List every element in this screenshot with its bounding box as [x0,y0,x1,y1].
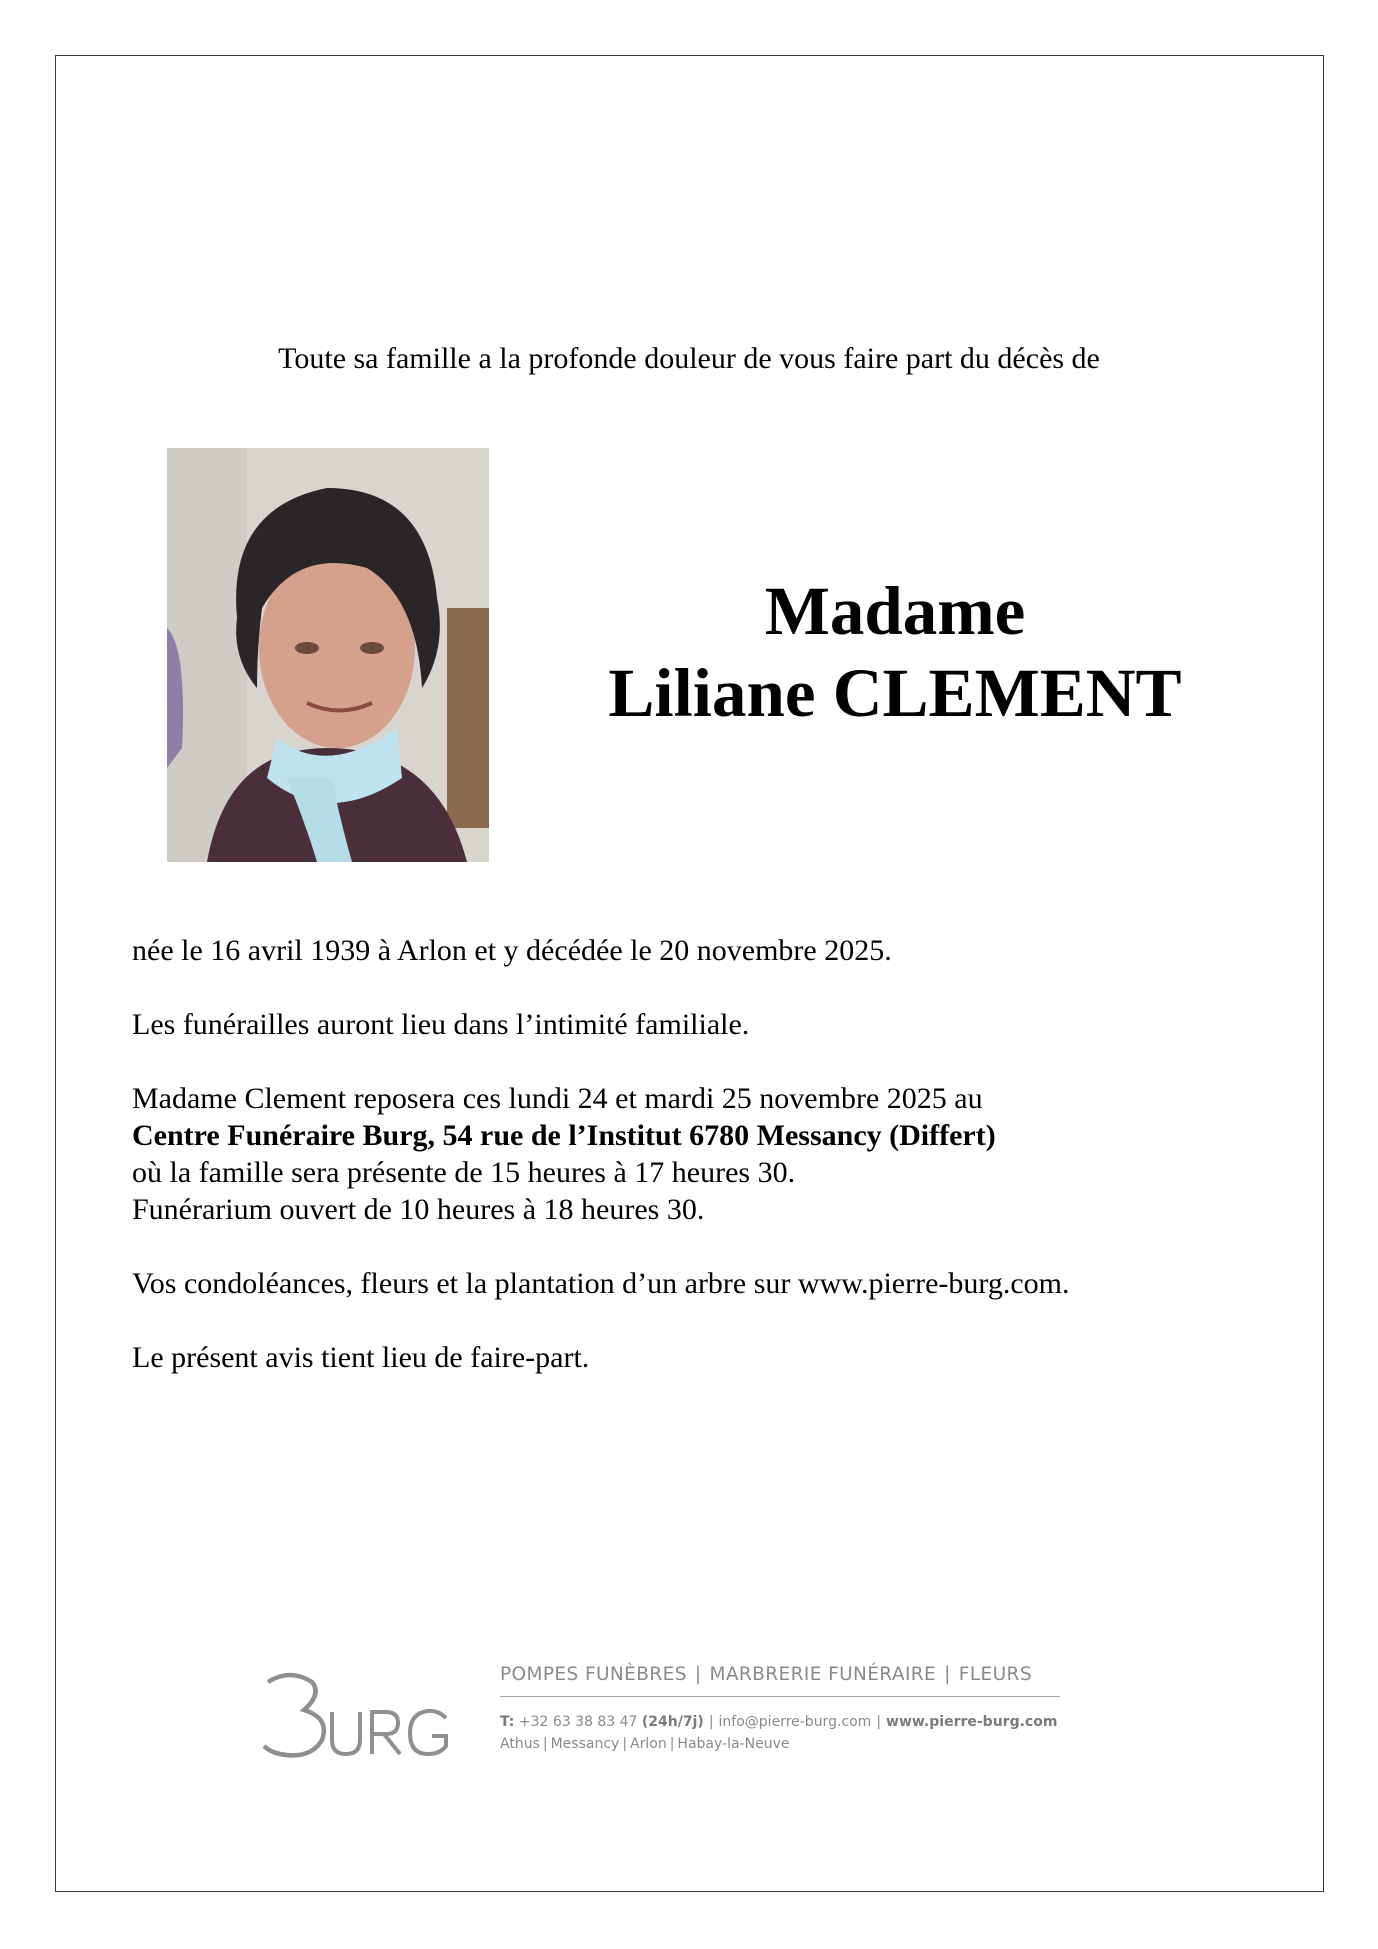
separator: | [622,1736,628,1752]
title-line-2: Liliane CLEMENT [608,655,1182,731]
burg-logo-icon [260,1660,460,1760]
contact-line [500,1711,1060,1733]
footer-info [500,1660,1060,1755]
viewing-line-1: Madame Clement reposera ces lundi 24 et mardi 25 novembre 2025 au [132,1082,983,1115]
separator: | [669,1736,675,1752]
separator: | [694,1664,702,1685]
email-link[interactable]: info@pierre-burg.com [718,1714,872,1730]
services-line [500,1660,1060,1697]
viewing-line-3: où la famille sera présente de 15 heures à 17 heures 30. [132,1156,796,1189]
phone-label: T: [500,1714,515,1730]
separator: | [708,1714,714,1730]
portrait-photo-icon [167,448,489,862]
portrait-photo [167,448,489,862]
separator: | [542,1736,548,1752]
funeral-text: Les funérailles auront lieu dans l’intimité familiale. [132,1008,750,1041]
viewing-location: Centre Funéraire Burg, 54 rue de l’Institut 6780 Messancy (Differt) [132,1119,996,1152]
location-item: Athus [500,1736,540,1752]
deceased-name [560,570,1230,734]
announcement-body [132,932,1262,1413]
location-item: Messancy [550,1736,620,1752]
condolences-text: Vos condoléances, fleurs et la plantation d’un arbre sur www.pierre-burg.com. [132,1267,1070,1300]
service-item: FLEURS [958,1664,1032,1685]
service-item: POMPES FUNÈBRES [500,1664,687,1685]
phone-hours: (24h/7j) [641,1714,704,1730]
viewing-line-4: Funérarium ouvert de 10 heures à 18 heures 30. [132,1193,705,1226]
title-line-1: Madame [764,573,1026,649]
separator: | [876,1714,882,1730]
notice-text: Le présent avis tient lieu de faire-part. [132,1341,590,1374]
burg-logo [260,1660,460,1760]
separator: | [944,1664,951,1685]
birth-death-text: née le 16 avril 1939 à Arlon et y décédée le 20 novembre 2025. [132,934,892,967]
locations-line [500,1733,1060,1755]
footer [260,1660,1060,1780]
website-link[interactable]: www.pierre-burg.com [886,1714,1058,1730]
location-item: Arlon [630,1736,667,1752]
location-item: Habay-la-Neuve [677,1736,790,1752]
intro-text: Toute sa famille a la profonde douleur de vous faire part du décès de [278,342,1100,375]
viewing-paragraph [132,1080,1262,1228]
service-item: MARBRERIE FUNÉRAIRE [709,1664,937,1685]
phone-number[interactable]: +32 63 38 83 47 [518,1714,638,1730]
